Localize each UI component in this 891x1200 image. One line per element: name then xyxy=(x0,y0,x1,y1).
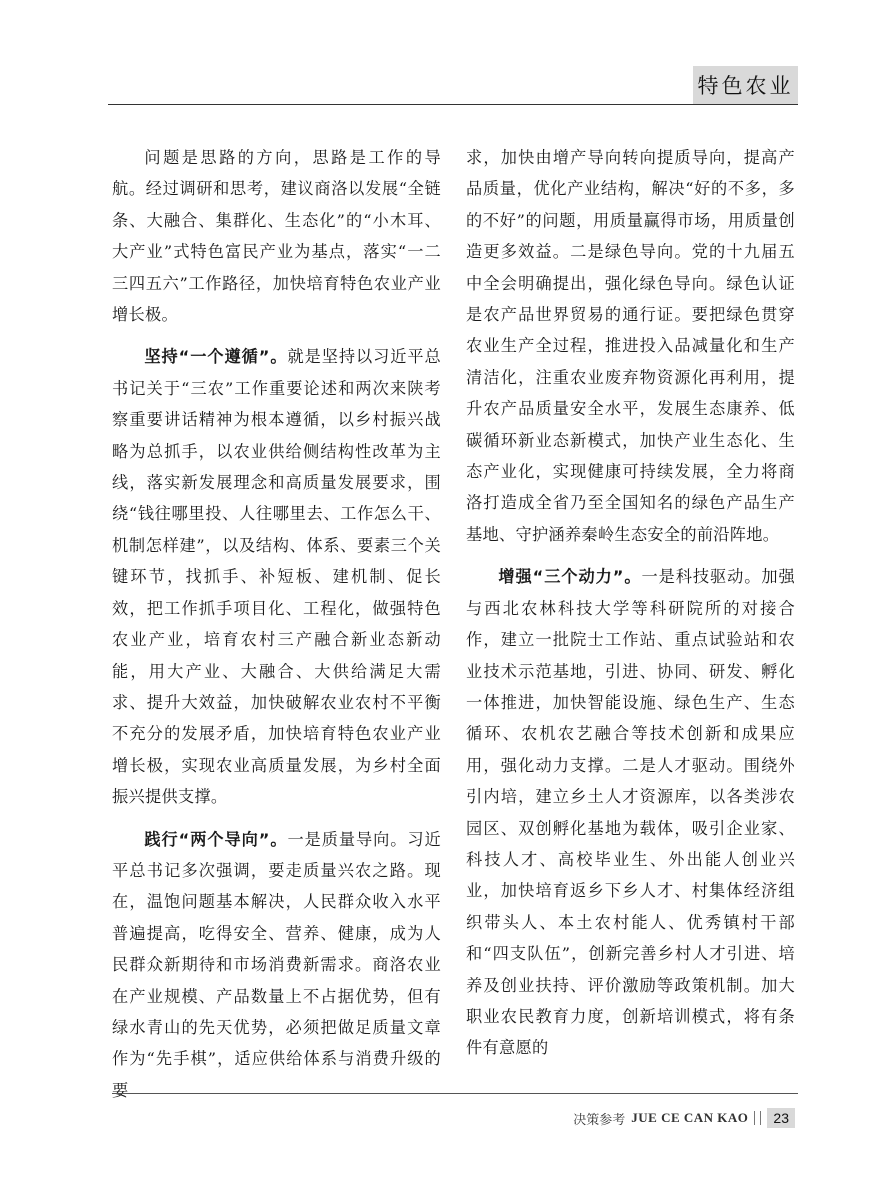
section-title: 特色农业 xyxy=(697,74,794,98)
paragraph xyxy=(112,341,441,812)
footer-rule xyxy=(112,1093,798,1094)
paragraph xyxy=(466,561,795,1064)
journal-title: 决策参考 xyxy=(573,1112,626,1128)
paragraph-lead: 坚持“一个遵循”。 xyxy=(144,347,288,367)
paragraph: 问题是思路的方向，思路是工作的导航。经过调研和思考，建议商洛以发展“全链条、大融合、集群化、生态化”的“小木耳、大产业”式特色富民产业为基点，落实“一二三四五六”工作路径，加快培育特色农业产业增长极。 xyxy=(112,148,441,325)
paragraph-lead: 增强“三个动力”。 xyxy=(498,567,642,587)
header-rule xyxy=(108,104,798,105)
paragraph-body: 一是科技驱动。加强与西北农林科技大学等科研院所的对接合作，建立一批院士工作站、重点试验站和农业技术示范基地，引进、协同、研发、孵化一体推进，加快智能设施、绿色生产、生态循环、农机农艺融合等技术创新和成果应用，强化动力支撑。二是人才驱动。围绕外引内培，建立乡土人才资源库，以各类涉农园区、双创孵化基地为载体，吸引企业家、科技人才、高校毕业生、外出能人创业兴业，加快培育返乡下乡人才、村集体经济组织带头人、本土农村能人、优秀镇村干部和“四支队伍”，创新完善乡村人才引进、培养及创业扶持、评价激励等政策机制。加大职业农民教育力度，创新培训模式，将有条件有意愿的 xyxy=(466,567,795,1058)
section-tag xyxy=(693,66,798,104)
paragraph: 求，加快由增产导向转向提质导向，提高产品质量，优化产业结构，解决“好的不多，多的不好”的问题，用质量赢得市场，用质量创造更多效益。二是绿色导向。党的十九届五中全会明确提出，强化绿色导向。绿色认证是农产品世界贸易的通行证。要把绿色贯穿农业生产全过程，推进投入品减量化和生产清洁化，注重农业废弃物资源化再利用，提升农产品质量安全水平，发展生态康养、低碳循环新业态新模式，加快产业生态化、生态产业化，实现健康可持续发展，全力将商洛打造成全省乃至全国知名的绿色产品生产基地、守护涵养秦岭生态安全的前沿阵地。 xyxy=(466,148,795,544)
page-footer xyxy=(573,1108,795,1128)
page-number: 23 xyxy=(767,1108,795,1128)
left-column xyxy=(112,142,441,1117)
right-column xyxy=(466,142,795,1075)
journal-title-latin: JUE CE CAN KAO xyxy=(631,1110,749,1125)
paragraph-body: 就是坚持以习近平总书记关于“三农”工作重要论述和两次来陕考察重要讲话精神为根本遵循，以乡村振兴战略为总抓手，以农业供给侧结构性改革为主线，落实新发展理念和高质量发展要求，围绕“钱往哪里投、人往哪里去、工作怎么干、机制怎样建”，以及结构、体系、要素三个关键环节，找抓手、补短板、建机制、促长效，把工作抓手项目化、工程化，做强特色农业产业，培育农村三产融合新业态新动能，用大产业、大融合、大供给满足大需求、提升大效益，加快破解农业农村不平衡不充分的发展矛盾，加快培育特色农业产业增长极，实现农业高质量发展，为乡村全面振兴提供支撑。 xyxy=(112,347,441,807)
paragraph-body: 一是质量导向。习近平总书记多次强调，要走质量兴农之路。现在，温饱问题基本解决，人民群众收入水平普遍提高，吃得安全、营养、健康，成为人民群众新期待和市场消费新需求。商洛农业在产业规模、产品数量上不占据优势，但有绿水青山的先天优势，必须把做足质量文章作为“先手棋”，适应供给体系与消费升级的要 xyxy=(112,829,441,1100)
divider xyxy=(754,1111,761,1125)
paragraph-lead: 践行“两个导向”。 xyxy=(144,829,288,849)
paragraph xyxy=(112,824,441,1107)
